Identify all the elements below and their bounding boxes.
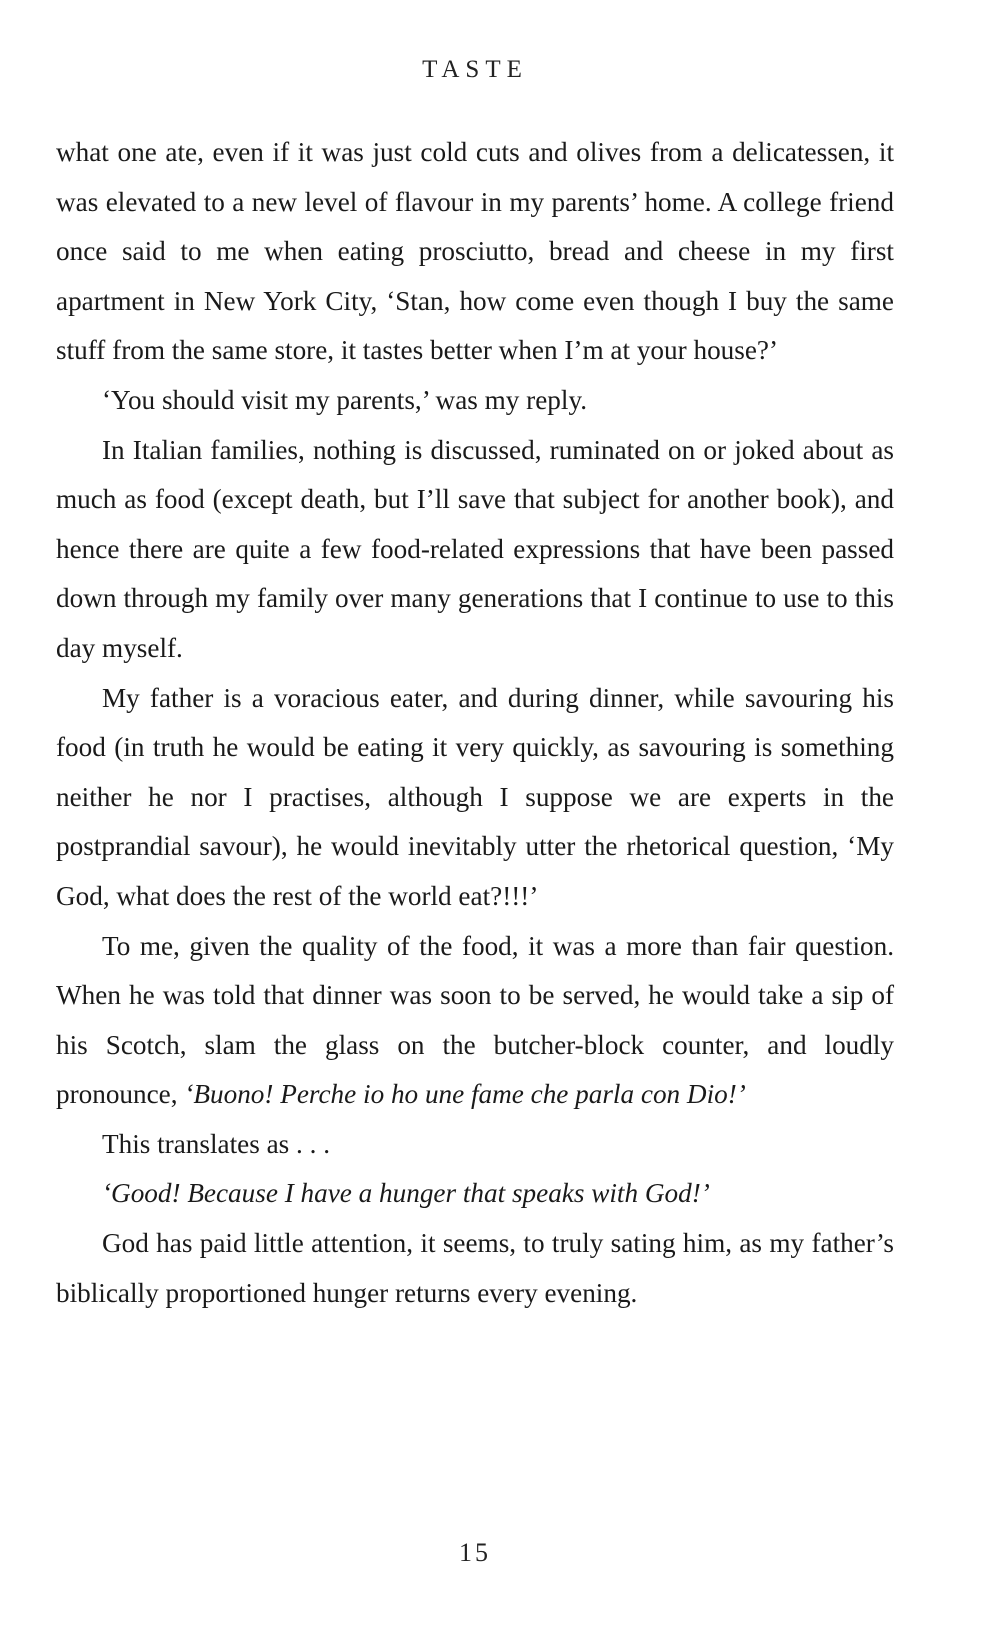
paragraph-4: My father is a voracious eater, and during dinner, while savouring his food (in truth he would be eating it very quickly, as savouring is something neither he nor I practises, although I suppose we are experts in the postprandial savour), he would inevitably utter the rhetorical question, ‘My God, what does the rest of the world eat?!!!’ [56, 682, 894, 911]
paragraph-6: This translates as . . . [102, 1128, 331, 1159]
paragraph-1: what one ate, even if it was just cold cuts and olives from a delicatessen, it was elevated to a new level of flavour in my parents’ home. A college friend once said to me when eating prosciutto, bread and cheese in my first apartment in New York City, ‘Stan, how come even though I buy the same stuff from the same store, it tastes better when I’m at your house?’ [56, 137, 894, 366]
paragraph-2: ‘You should visit my parents,’ was my reply. [102, 384, 588, 415]
paragraph-5 [56, 922, 894, 1120]
italian-quote: ‘Buono! Perche io ho une fame che parla con Dio!’ [184, 1079, 746, 1110]
paragraph-7-translation: ‘Good! Because I have a hunger that speaks with God!’ [102, 1178, 710, 1209]
body-text [56, 128, 894, 1318]
paragraph-8: God has paid little attention, it seems, to truly sating him, as my father’s biblically proportioned hunger returns every evening. [56, 1228, 894, 1308]
paragraph-3: In Italian families, nothing is discussed, ruminated on or joked about as much as food (except death, but I’ll save that subject for another book), and hence there are quite a few food-related expressions that have been passed down through my family over many generations that I continue to use to this day myself. [56, 434, 894, 663]
running-head: TASTE [422, 56, 528, 83]
page-number: 15 [459, 1538, 491, 1567]
paragraph-5-text: To me, given the quality of the food, it was a more than fair question. When he was told that dinner was soon to be served, he would take a sip of his Scotch, slam the glass on the butcher-block counter, and loudly pronounce, [56, 930, 894, 1110]
